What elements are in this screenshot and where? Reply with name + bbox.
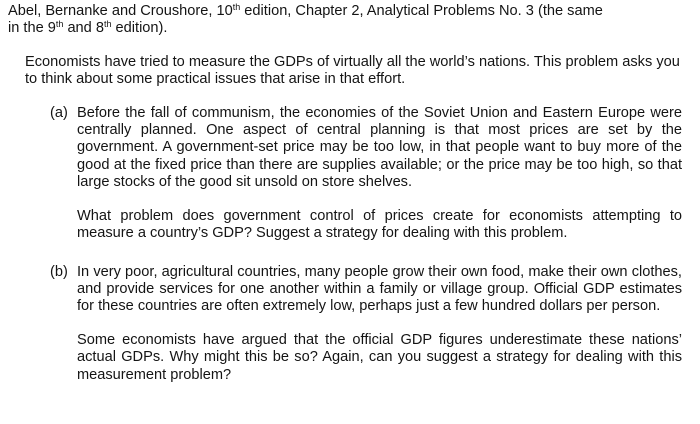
part-a-paragraph-1: Before the fall of communism, the economies of the Soviet Union and Eastern Europe were centrally planned. One aspect of central planning is that most prices are set by the government. A government-set price may be too low, in that people want to buy more of the good at the fixed price than there are supplies available; or the price may be too high, so that large stocks of the good sit unsold on store shelves. [77,105,682,190]
header-text: and 8 [63,20,104,37]
part-b-body [77,264,682,384]
part-b [50,264,682,384]
part-b-label: (b) [50,264,68,280]
part-b-paragraph-1: In very poor, agricultural countries, many people grow their own food, make their own clothes, and provide services for one another within a family or village group. Official GDP estimates for these countries are often extremely low, perhaps just a few hundred dollars per person. [77,264,682,315]
intro-paragraph: Economists have tried to measure the GDPs of virtually all the world’s nations. This problem asks you to think about some practical issues that arise in that effort. [25,54,680,88]
header-text: Abel, Bernanke and Croushore, 10 [8,3,233,19]
part-a-paragraph-2: What problem does government control of prices create for economists attempting to measure a country’s GDP? Suggest a strategy for dealing with this problem. [77,207,682,241]
part-a-label: (a) [50,105,68,121]
header-line-1 [8,3,688,20]
ordinal-suffix: th [55,19,64,30]
part-a-body [77,105,682,242]
part-a [50,105,682,242]
header-text: in the 9 [8,20,56,37]
header-text: edition, Chapter 2, Analytical Problems No. 3 (the same [240,3,603,19]
ordinal-suffix: th [103,19,112,30]
problem-header [8,3,688,37]
ordinal-suffix: th [232,2,241,12]
header-text: edition). [111,20,168,37]
part-b-paragraph-2: Some economists have argued that the official GDP figures underestimate these nations’ actual GDPs. Why might this be so? Again, can you suggest a strategy for dealing with this measurement problem? [77,332,682,383]
header-line-2 [8,20,688,37]
